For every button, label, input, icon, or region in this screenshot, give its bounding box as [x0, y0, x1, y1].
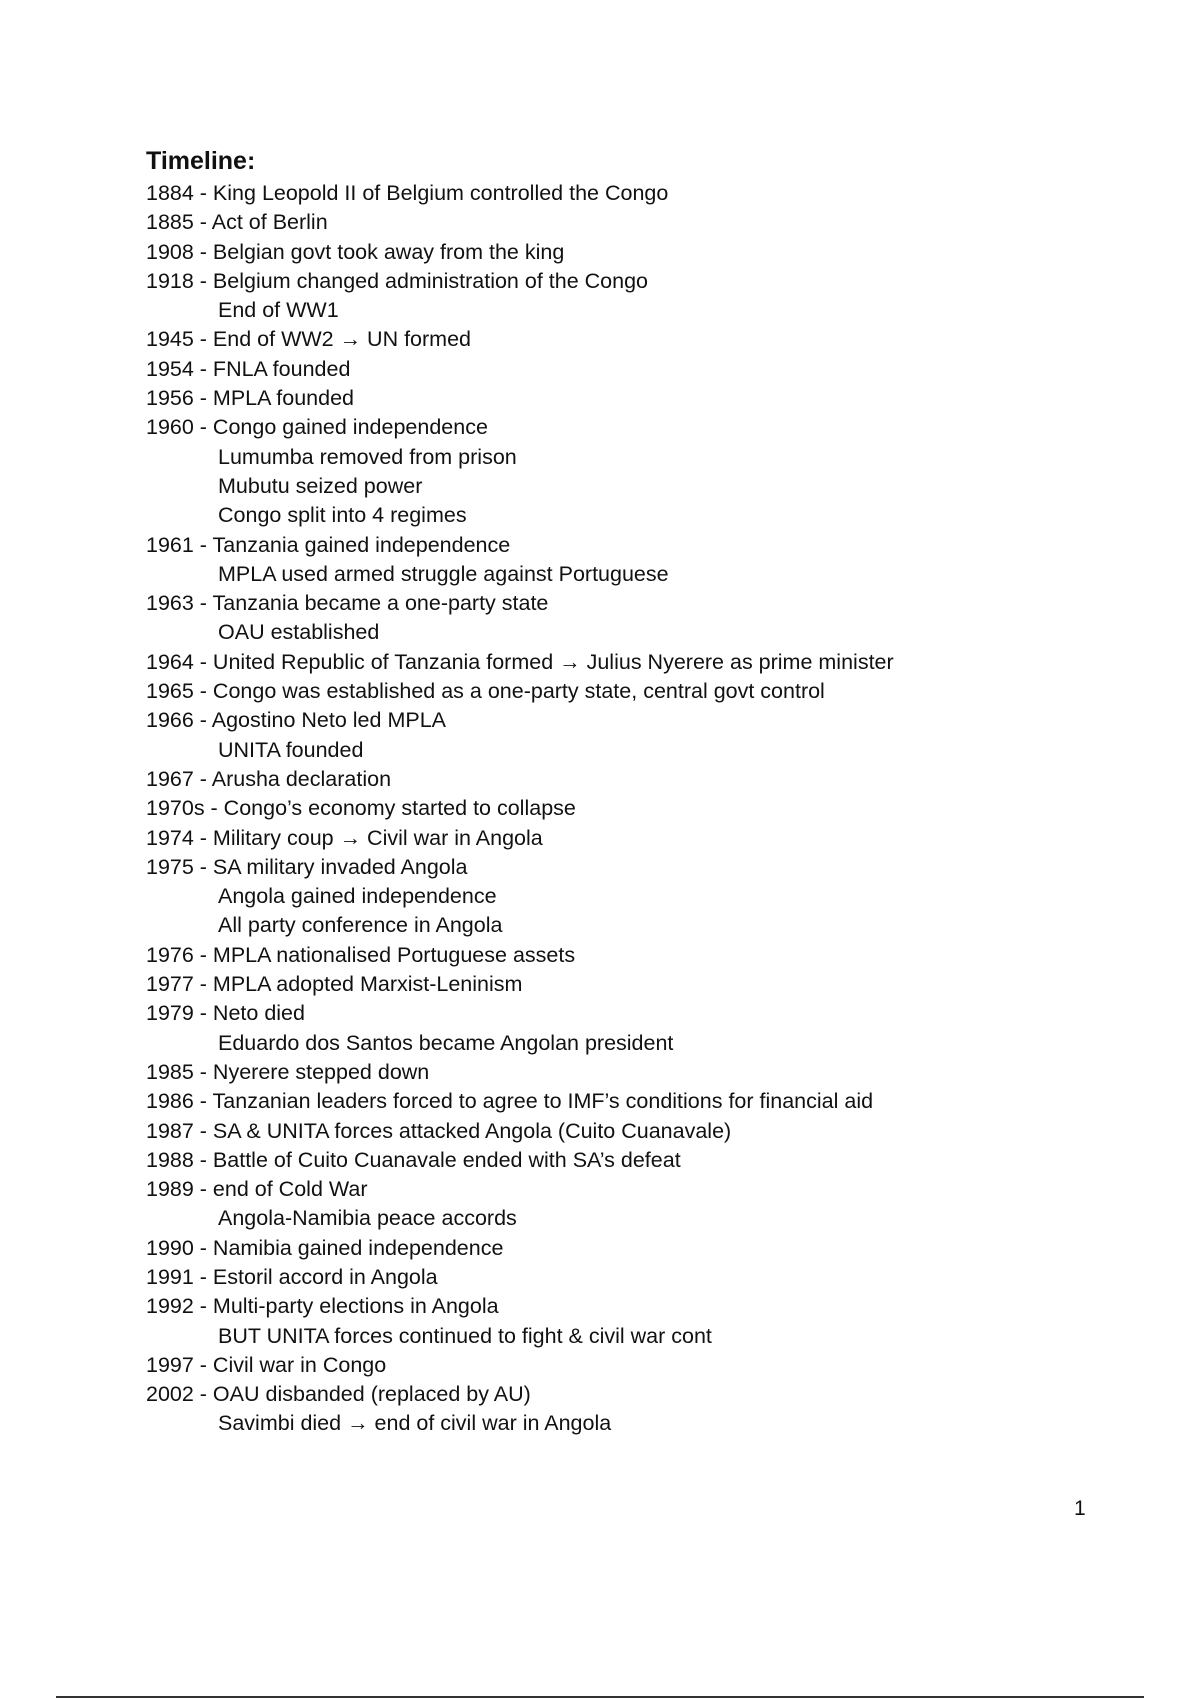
timeline-entry: 1990 - Namibia gained independence — [146, 1235, 504, 1260]
timeline-entry: 1964 - United Republic of Tanzania formed → Julius Nyerere as prime minister — [146, 649, 894, 674]
timeline-entry-continuation: MPLA used armed struggle against Portuguese — [218, 561, 669, 586]
timeline-entry: 1965 - Congo was established as a one-party state, central govt control — [146, 679, 825, 704]
timeline-entry-continuation: UNITA founded — [218, 737, 364, 762]
timeline-entry-continuation: All party conference in Angola — [218, 913, 503, 938]
timeline-entry: 1918 - Belgium changed administration of the Congo — [146, 268, 648, 293]
timeline-entry-continuation: Eduardo dos Santos became Angolan president — [218, 1030, 674, 1055]
bottom-divider — [56, 1696, 1144, 1698]
timeline-entry-continuation: BUT UNITA forces continued to fight & civil war cont — [218, 1323, 712, 1348]
timeline-entry: 1989 - end of Cold War — [146, 1177, 368, 1202]
timeline-list — [146, 179, 1096, 1439]
timeline-entry: 1977 - MPLA adopted Marxist-Leninism — [146, 972, 523, 997]
timeline-entry-continuation: Mubutu seized power — [218, 473, 423, 498]
timeline-entry-continuation: Congo split into 4 regimes — [218, 503, 467, 528]
timeline-entry: 1985 - Nyerere stepped down — [146, 1059, 430, 1084]
timeline-entry: 1992 - Multi-party elections in Angola — [146, 1294, 499, 1319]
timeline-entry: 1908 - Belgian govt took away from the king — [146, 239, 565, 264]
timeline-section — [146, 146, 1096, 1439]
page-title: Timeline: — [146, 147, 256, 175]
timeline-entry: 1885 - Act of Berlin — [146, 210, 328, 235]
timeline-entry: 1963 - Tanzania became a one-party state — [146, 591, 549, 616]
timeline-entry: 1884 - King Leopold II of Belgium controlled the Congo — [146, 181, 669, 205]
timeline-entry: 1974 - Military coup → Civil war in Angola — [146, 825, 543, 850]
timeline-entry-continuation: OAU established — [218, 620, 380, 645]
timeline-entry-continuation: Angola-Namibia peace accords — [218, 1206, 517, 1231]
timeline-entry-continuation: Savimbi died → end of civil war in Angola — [218, 1411, 612, 1436]
timeline-entry: 1967 - Arusha declaration — [146, 766, 392, 791]
timeline-entry: 1966 - Agostino Neto led MPLA — [146, 708, 446, 733]
timeline-entry: 1975 - SA military invaded Angola — [146, 854, 468, 879]
timeline-entry: 1945 - End of WW2 → UN formed — [146, 327, 471, 352]
timeline-entry: 1997 - Civil war in Congo — [146, 1352, 387, 1377]
timeline-entry-continuation: Angola gained independence — [218, 884, 497, 909]
timeline-entry-continuation: Lumumba removed from prison — [218, 444, 517, 469]
timeline-entry: 1954 - FNLA founded — [146, 356, 351, 381]
timeline-entry: 1991 - Estoril accord in Angola — [146, 1264, 438, 1289]
timeline-entry: 1986 - Tanzanian leaders forced to agree to IMF’s conditions for financial aid — [146, 1089, 874, 1114]
timeline-entry: 2002 - OAU disbanded (replaced by AU) — [146, 1382, 531, 1407]
timeline-entry: 1960 - Congo gained independence — [146, 415, 488, 440]
timeline-entry-continuation: End of WW1 — [218, 298, 339, 323]
timeline-entry: 1987 - SA & UNITA forces attacked Angola (Cuito Cuanavale) — [146, 1118, 732, 1143]
timeline-entry: 1976 - MPLA nationalised Portuguese assets — [146, 942, 576, 967]
timeline-entry: 1956 - MPLA founded — [146, 386, 354, 411]
timeline-entry: 1988 - Battle of Cuito Cuanavale ended with SA’s defeat — [146, 1147, 681, 1172]
timeline-entry: 1970s - Congo’s economy started to collapse — [146, 796, 576, 821]
timeline-entry: 1979 - Neto died — [146, 1001, 305, 1026]
page-number: 1 — [1074, 1497, 1086, 1520]
timeline-entry: 1961 - Tanzania gained independence — [146, 532, 511, 557]
